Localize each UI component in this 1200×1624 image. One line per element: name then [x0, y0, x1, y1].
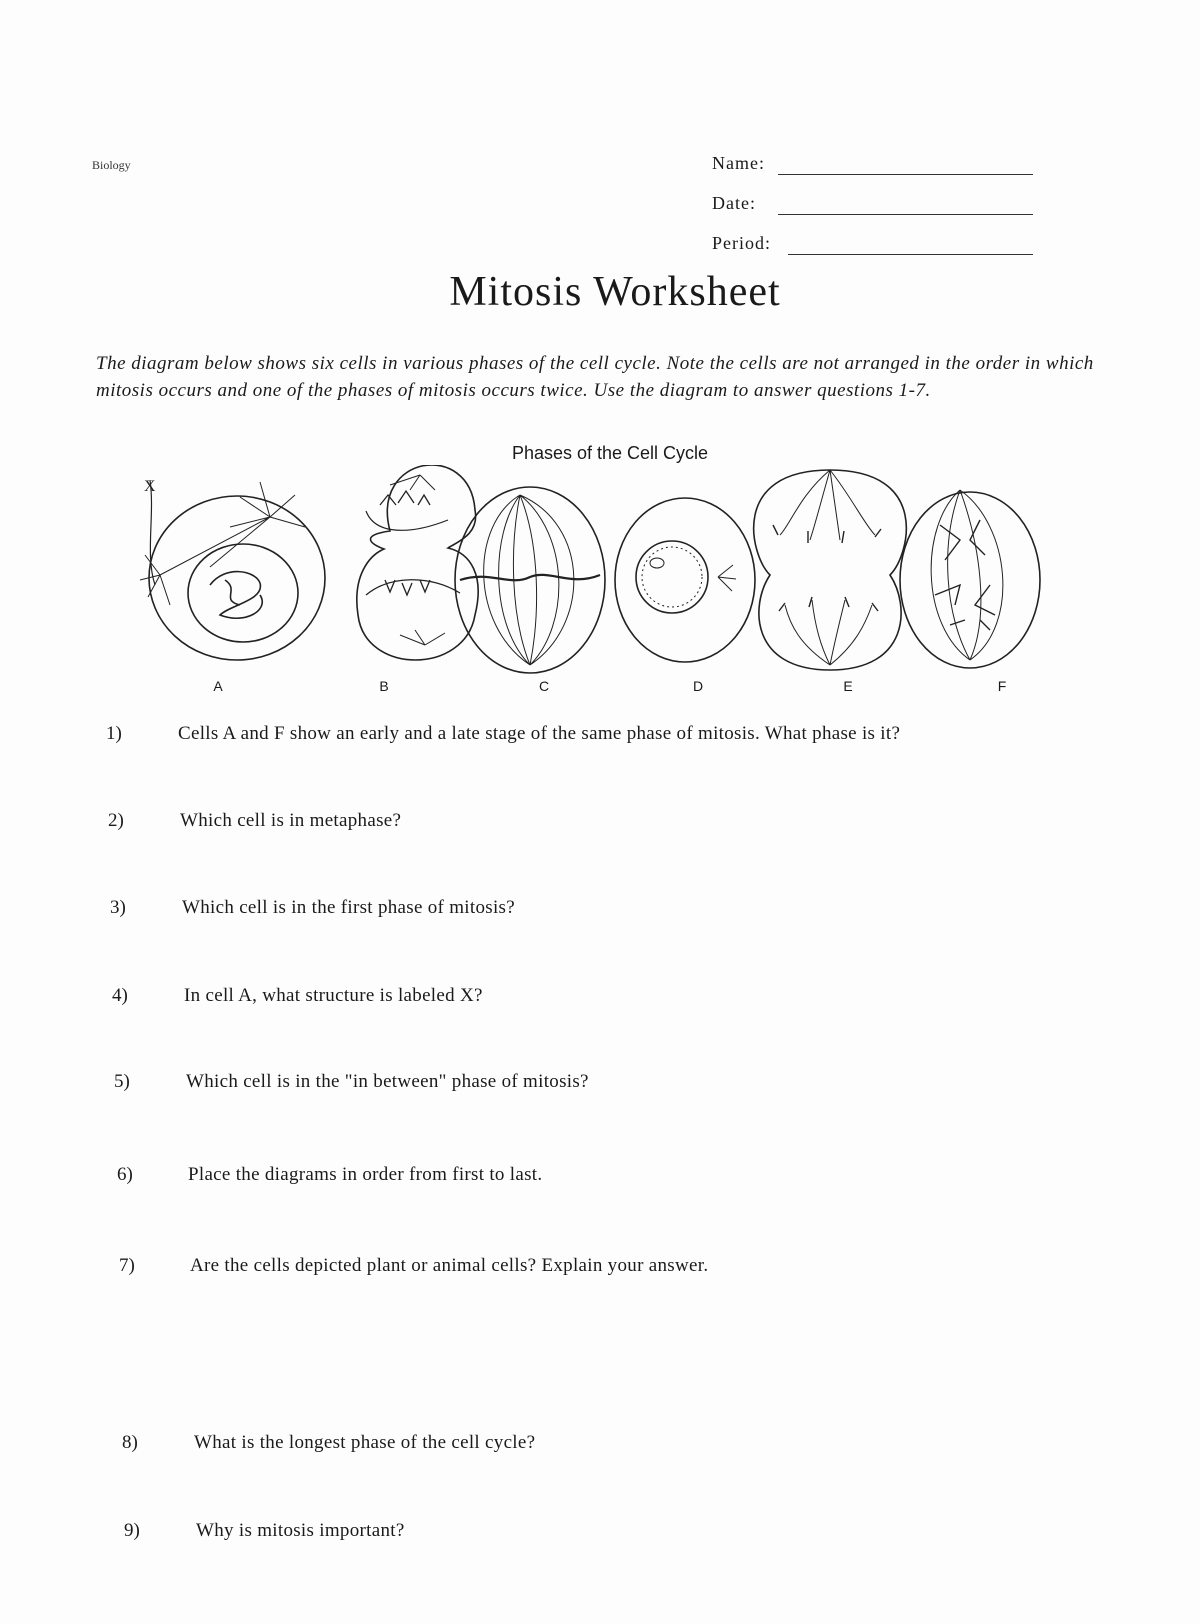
question-text: Which cell is in the first phase of mitosis?	[182, 897, 515, 918]
question-text: What is the longest phase of the cell cycle?	[194, 1432, 536, 1453]
cell-d	[615, 498, 755, 662]
cell-a	[140, 480, 325, 660]
question-text: Which cell is in the "in between" phase of mitosis?	[186, 1071, 589, 1092]
question-text: Which cell is in metaphase?	[180, 810, 402, 831]
question-number: 8)	[122, 1432, 138, 1453]
question-number: 4)	[112, 985, 128, 1006]
question-text: Are the cells depicted plant or animal cells? Explain your answer.	[190, 1255, 709, 1276]
name-field[interactable]	[778, 174, 1033, 175]
question-number: 6)	[117, 1164, 133, 1185]
question-number: 2)	[108, 810, 124, 831]
worksheet-title: Mitosis Worksheet	[449, 269, 781, 315]
question-number: 9)	[124, 1520, 140, 1541]
name-label: Name:	[712, 153, 765, 173]
cell-label-f: F	[997, 678, 1007, 694]
cell-label-b: B	[379, 678, 389, 694]
marker-x-label: X	[144, 478, 156, 495]
cell-label-e: E	[843, 678, 853, 694]
cell-b	[357, 465, 478, 660]
cell-label-a: A	[213, 678, 223, 694]
subject-label: Biology	[92, 158, 131, 172]
question-number: 7)	[119, 1255, 135, 1276]
question-text: Why is mitosis important?	[196, 1520, 405, 1541]
question-number: 5)	[114, 1071, 130, 1092]
period-label: Period:	[712, 233, 771, 253]
cell-label-d: D	[692, 678, 704, 694]
instructions-text: The diagram below shows six cells in various phases of the cell cycle. Note the cells are not arranged in the order in which mitosis occurs and one of the phases of mitosis occurs twice. Use the diagram to answer questions 1-7.	[96, 353, 1094, 401]
cell-cycle-diagram	[130, 465, 1090, 675]
question-text: Place the diagrams in order from first to last.	[188, 1164, 543, 1185]
question-text: In cell A, what structure is labeled X?	[184, 985, 483, 1006]
cell-e	[754, 470, 907, 670]
cell-label-c: C	[538, 678, 550, 694]
question-text: Cells A and F show an early and a late stage of the same phase of mitosis. What phase is it?	[178, 723, 901, 744]
question-number: 3)	[110, 897, 126, 918]
date-field[interactable]	[778, 214, 1033, 215]
cell-f	[900, 490, 1040, 668]
diagram-title: Phases of the Cell Cycle	[511, 443, 709, 463]
period-field[interactable]	[788, 254, 1033, 255]
date-label: Date:	[712, 193, 756, 213]
question-number: 1)	[106, 723, 122, 744]
